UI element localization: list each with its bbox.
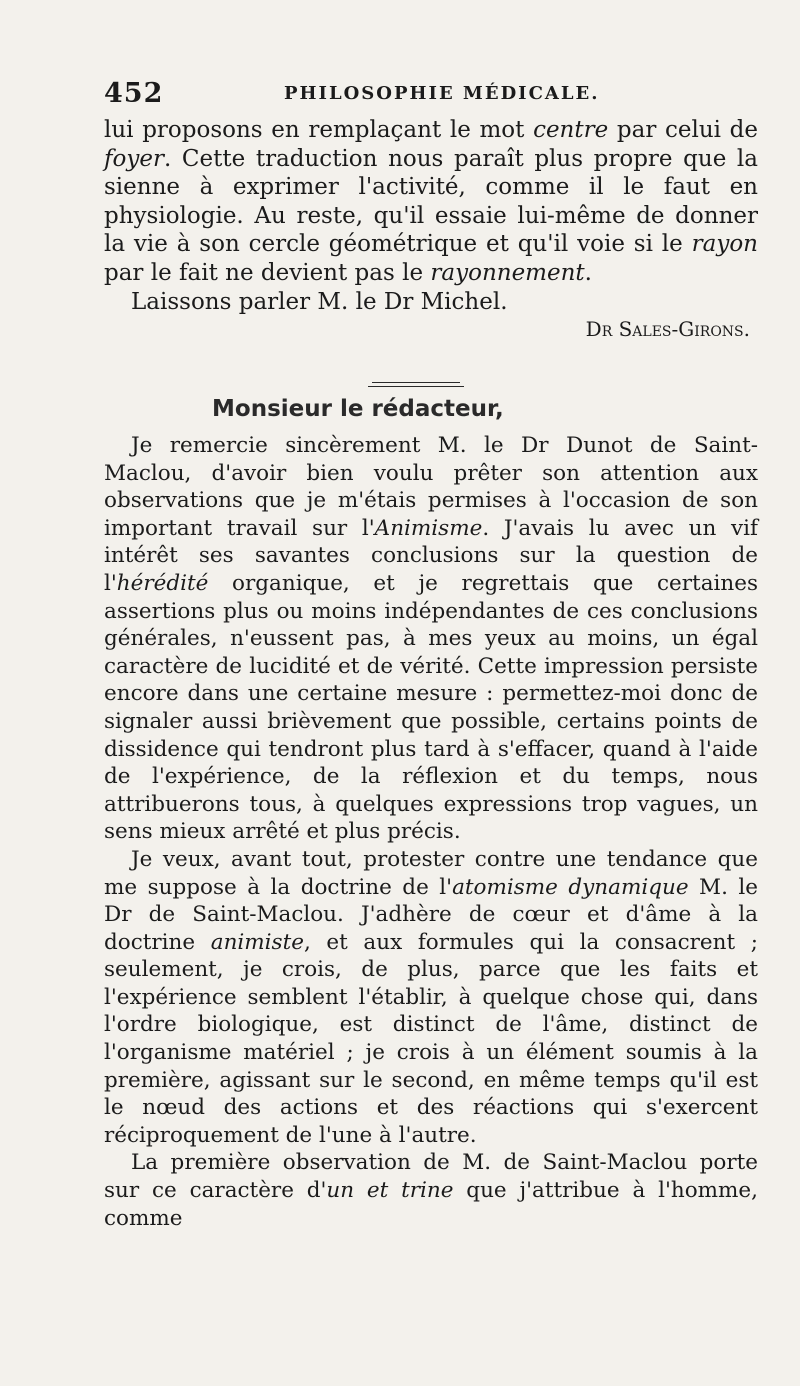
intro-paragraph: lui proposons en remplaçant le mot centre par celui de foyer. Cette traduction nous paraît plus propre que la sienne à exprimer l'activité, comme il le faut en physiologie. Au reste, qu'il essaie lui-même de donner la vie à son cercle géométrique et qu'il voie si le rayon par le fait ne devient pas le rayonnement. [104, 117, 758, 286]
page-header [104, 78, 770, 108]
running-head: PHILOSOPHIE MÉDICALE. [284, 83, 600, 104]
letter-body [104, 432, 758, 1232]
letter-paragraph-1: Je remercie sincèrement M. le Dr Dunot de Saint-Maclou, d'avoir bien voulu prêter son attention aux observations que je m'étais permises à l'occasion de son important travail sur l'Animisme. J'avais lu avec un vif intérêt ses savantes conclusions sur la question de l'hérédité organique, et je regrettais que certaines assertions plus ou moins indépendantes de ces conclusions générales, n'eussent pas, à mes yeux au moins, un égal caractère de lucidité et de vérité. Cette impression persiste encore dans une certaine mesure : permettez-moi donc de signaler aussi brièvement que possible, certains points de dissidence qui tendront plus tard à s'effacer, quand à l'aide de l'expérience, de la réflexion et du temps, nous attribuerons tous, à quelques expressions trop vagues, un sens mieux arrêté et plus précis. [104, 433, 758, 845]
letter-salutation: Monsieur le rédacteur, [212, 396, 504, 422]
page-number: 452 [104, 78, 164, 109]
editor-signature: Dr Sales-Girons. [585, 317, 750, 342]
intro-transition: Laissons parler M. le Dr Michel. [131, 288, 508, 315]
letter-paragraph-2: Je veux, avant tout, protester contre une tendance que me suppose à la doctrine de l'atomisme dynamique M. le Dr de Saint-Maclou. J'adhère de cœur et d'âme à la doctrine animiste, et aux formules qui la consacrent ; seulement, je crois, de plus, parce que les faits et l'expérience semblent l'établir, à quelque chose qui, dans l'ordre biologique, est distinct de l'âme, distinct de l'organisme matériel ; je crois à un élément soumis à la première, agissant sur le second, en même temps qu'il est le nœud des actions et des réactions qui s'exercent réciproquement de l'une à l'autre. [104, 846, 759, 1148]
section-divider-double [368, 386, 464, 387]
section-divider [372, 382, 460, 383]
letter-paragraph-3: La première observation de M. de Saint-Maclou porte sur ce caractère d'un et trine que j'attribue à l'homme, comme [104, 1150, 758, 1231]
editor-intro [104, 116, 758, 342]
